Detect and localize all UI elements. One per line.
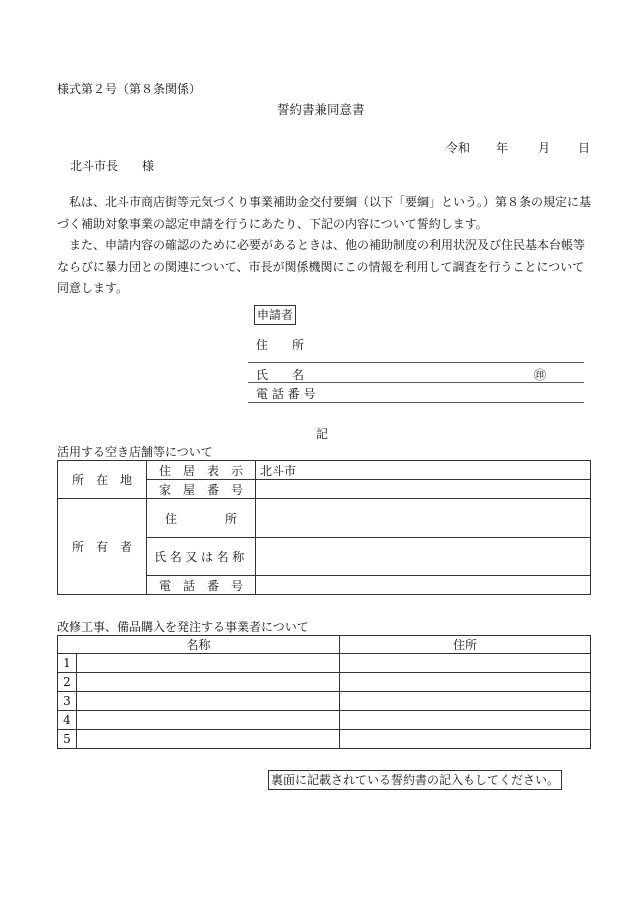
form-number: 様式第２号（第８条関係） [57,82,202,96]
table-row [58,673,591,692]
consent-paragraph-1: 私は、北斗市商店街等元気づくり事業補助金交付要綱（以下「要綱」という。）第８条の規定に基づく補助対象事業の認定申請を行うにあたり、下記の内容について誓約します。 [57,195,592,231]
row-name-cell [77,730,340,749]
applicant-name-line [248,382,584,383]
applicant-phone-label: 電 話 番 号 [256,387,316,401]
table-row [58,711,591,730]
row-name-cell [77,711,340,730]
table-row [58,730,591,749]
seal-mark: ㊞ [534,368,547,382]
row-address-cell [340,711,591,730]
row-number: 1 [58,654,77,673]
location-label: 所 在 地 [58,461,147,499]
contractor-section-heading: 改修工事、備品購入を発注する事業者について [57,620,309,634]
row-number: 4 [58,711,77,730]
row-address-cell [340,673,591,692]
owner-phone-label: 電 話 番 号 [147,576,256,595]
owner-phone-value [256,576,591,595]
table-row [58,692,591,711]
date-month: 月 [538,141,551,155]
owner-name-label: 氏名又は名称 [147,538,256,576]
col-name-header: 名称 [58,636,340,654]
row-address-cell [340,730,591,749]
applicant-label: 申請者 [254,305,296,325]
house-number-label: 家 屋 番 号 [147,480,256,499]
row-number: 3 [58,692,77,711]
store-section-heading: 活用する空き店舗等について [57,445,213,459]
row-name-cell [77,673,340,692]
owner-address-label: 住 所 [147,499,256,538]
owner-name-value [256,538,591,576]
applicant-address-line [248,362,584,363]
date-year: 年 [496,141,509,155]
page-title: 誓約書兼同意書 [277,102,365,117]
residence-value: 北斗市 [256,461,591,480]
owner-label: 所 有 者 [58,499,147,595]
house-number-value [256,480,591,499]
row-number: 2 [58,673,77,692]
row-address-cell [340,692,591,711]
row-number: 5 [58,730,77,749]
row-name-cell [77,654,340,673]
applicant-name-label: 氏 名 [256,368,305,382]
applicant-address-label: 住 所 [256,338,305,352]
addressee: 北斗市長 様 [70,159,155,173]
col-address-header: 住所 [340,636,591,654]
row-name-cell [77,692,340,711]
date-era: 令和 [446,141,471,155]
table-row [58,654,591,673]
date-day: 日 [578,141,591,155]
applicant-phone-line [248,402,584,403]
residence-label: 住 居 表 示 [147,461,256,480]
contractor-table [57,635,591,749]
store-table [57,460,591,595]
footer-note: 裏面に記載されている誓約書の記入もしてください。 [268,770,562,790]
ki-heading: 記 [316,427,329,441]
row-address-cell [340,654,591,673]
owner-address-value [256,499,591,538]
consent-paragraph-2: また、申請内容の確認のために必要があるときは、他の補助制度の利用状況及び住民基本台帳等ならびに暴力団との関連について、市長が関係機関にこの情報を利用して調査を行うことについて同意します。 [57,238,586,295]
